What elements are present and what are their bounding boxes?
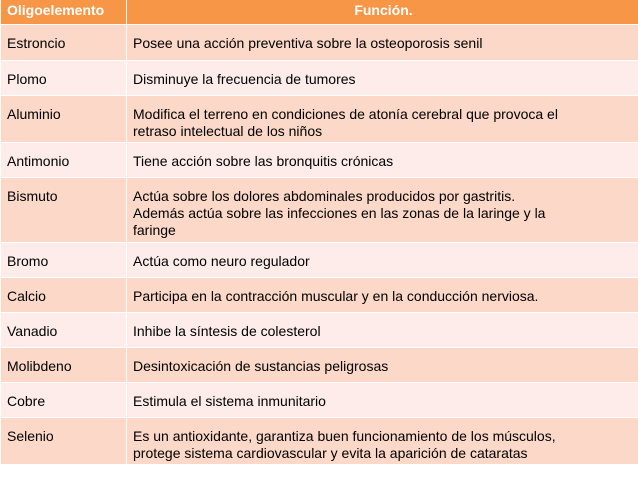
function-cell: Actúa sobre los dolores abdominales producidos por gastritis. Además actúa sobre las infecciones en las zonas de la laringe y la faringe — [127, 178, 638, 243]
function-cell: Actúa como neuro regulador — [127, 243, 638, 278]
element-cell: Bismuto — [1, 178, 127, 243]
function-cell: Participa en la contracción muscular y en la conducción nerviosa. — [127, 278, 638, 313]
function-cell: Tiene acción sobre las bronquitis crónicas — [127, 143, 638, 178]
element-cell: Vanadio — [1, 313, 127, 348]
function-cell: Desintoxicación de sustancias peligrosas — [127, 348, 638, 383]
function-cell: Inhibe la síntesis de colesterol — [127, 313, 638, 348]
table-row — [1, 25, 638, 61]
element-cell: Aluminio — [1, 96, 127, 143]
function-cell: Posee una acción preventiva sobre la osteoporosis senil — [127, 25, 638, 61]
header-oligoelemento: Oligoelemento — [1, 0, 127, 25]
element-cell: Selenio — [1, 418, 127, 465]
table-row — [1, 383, 638, 418]
table-row — [1, 178, 638, 243]
table-row — [1, 96, 638, 143]
table-row — [1, 418, 638, 465]
function-cell: Estimula el sistema inmunitario — [127, 383, 638, 418]
table-row — [1, 348, 638, 383]
table-row — [1, 243, 638, 278]
element-cell: Cobre — [1, 383, 127, 418]
table-row — [1, 313, 638, 348]
element-cell: Molibdeno — [1, 348, 127, 383]
element-cell: Bromo — [1, 243, 127, 278]
element-cell: Calcio — [1, 278, 127, 313]
function-cell: Disminuye la frecuencia de tumores — [127, 61, 638, 96]
function-cell: Es un antioxidante, garantiza buen funcionamiento de los músculos, protege sistema cardiovascular y evita la aparición de cataratas — [127, 418, 638, 465]
table-header-row — [1, 0, 638, 25]
table-row — [1, 143, 638, 178]
element-cell: Estroncio — [1, 25, 127, 61]
header-funcion: Función. — [127, 0, 638, 25]
function-cell: Modifica el terreno en condiciones de atonía cerebral que provoca el retraso intelectual de los niños — [127, 96, 638, 143]
element-cell: Plomo — [1, 61, 127, 96]
table-row — [1, 278, 638, 313]
element-cell: Antimonio — [1, 143, 127, 178]
table-row — [1, 61, 638, 96]
